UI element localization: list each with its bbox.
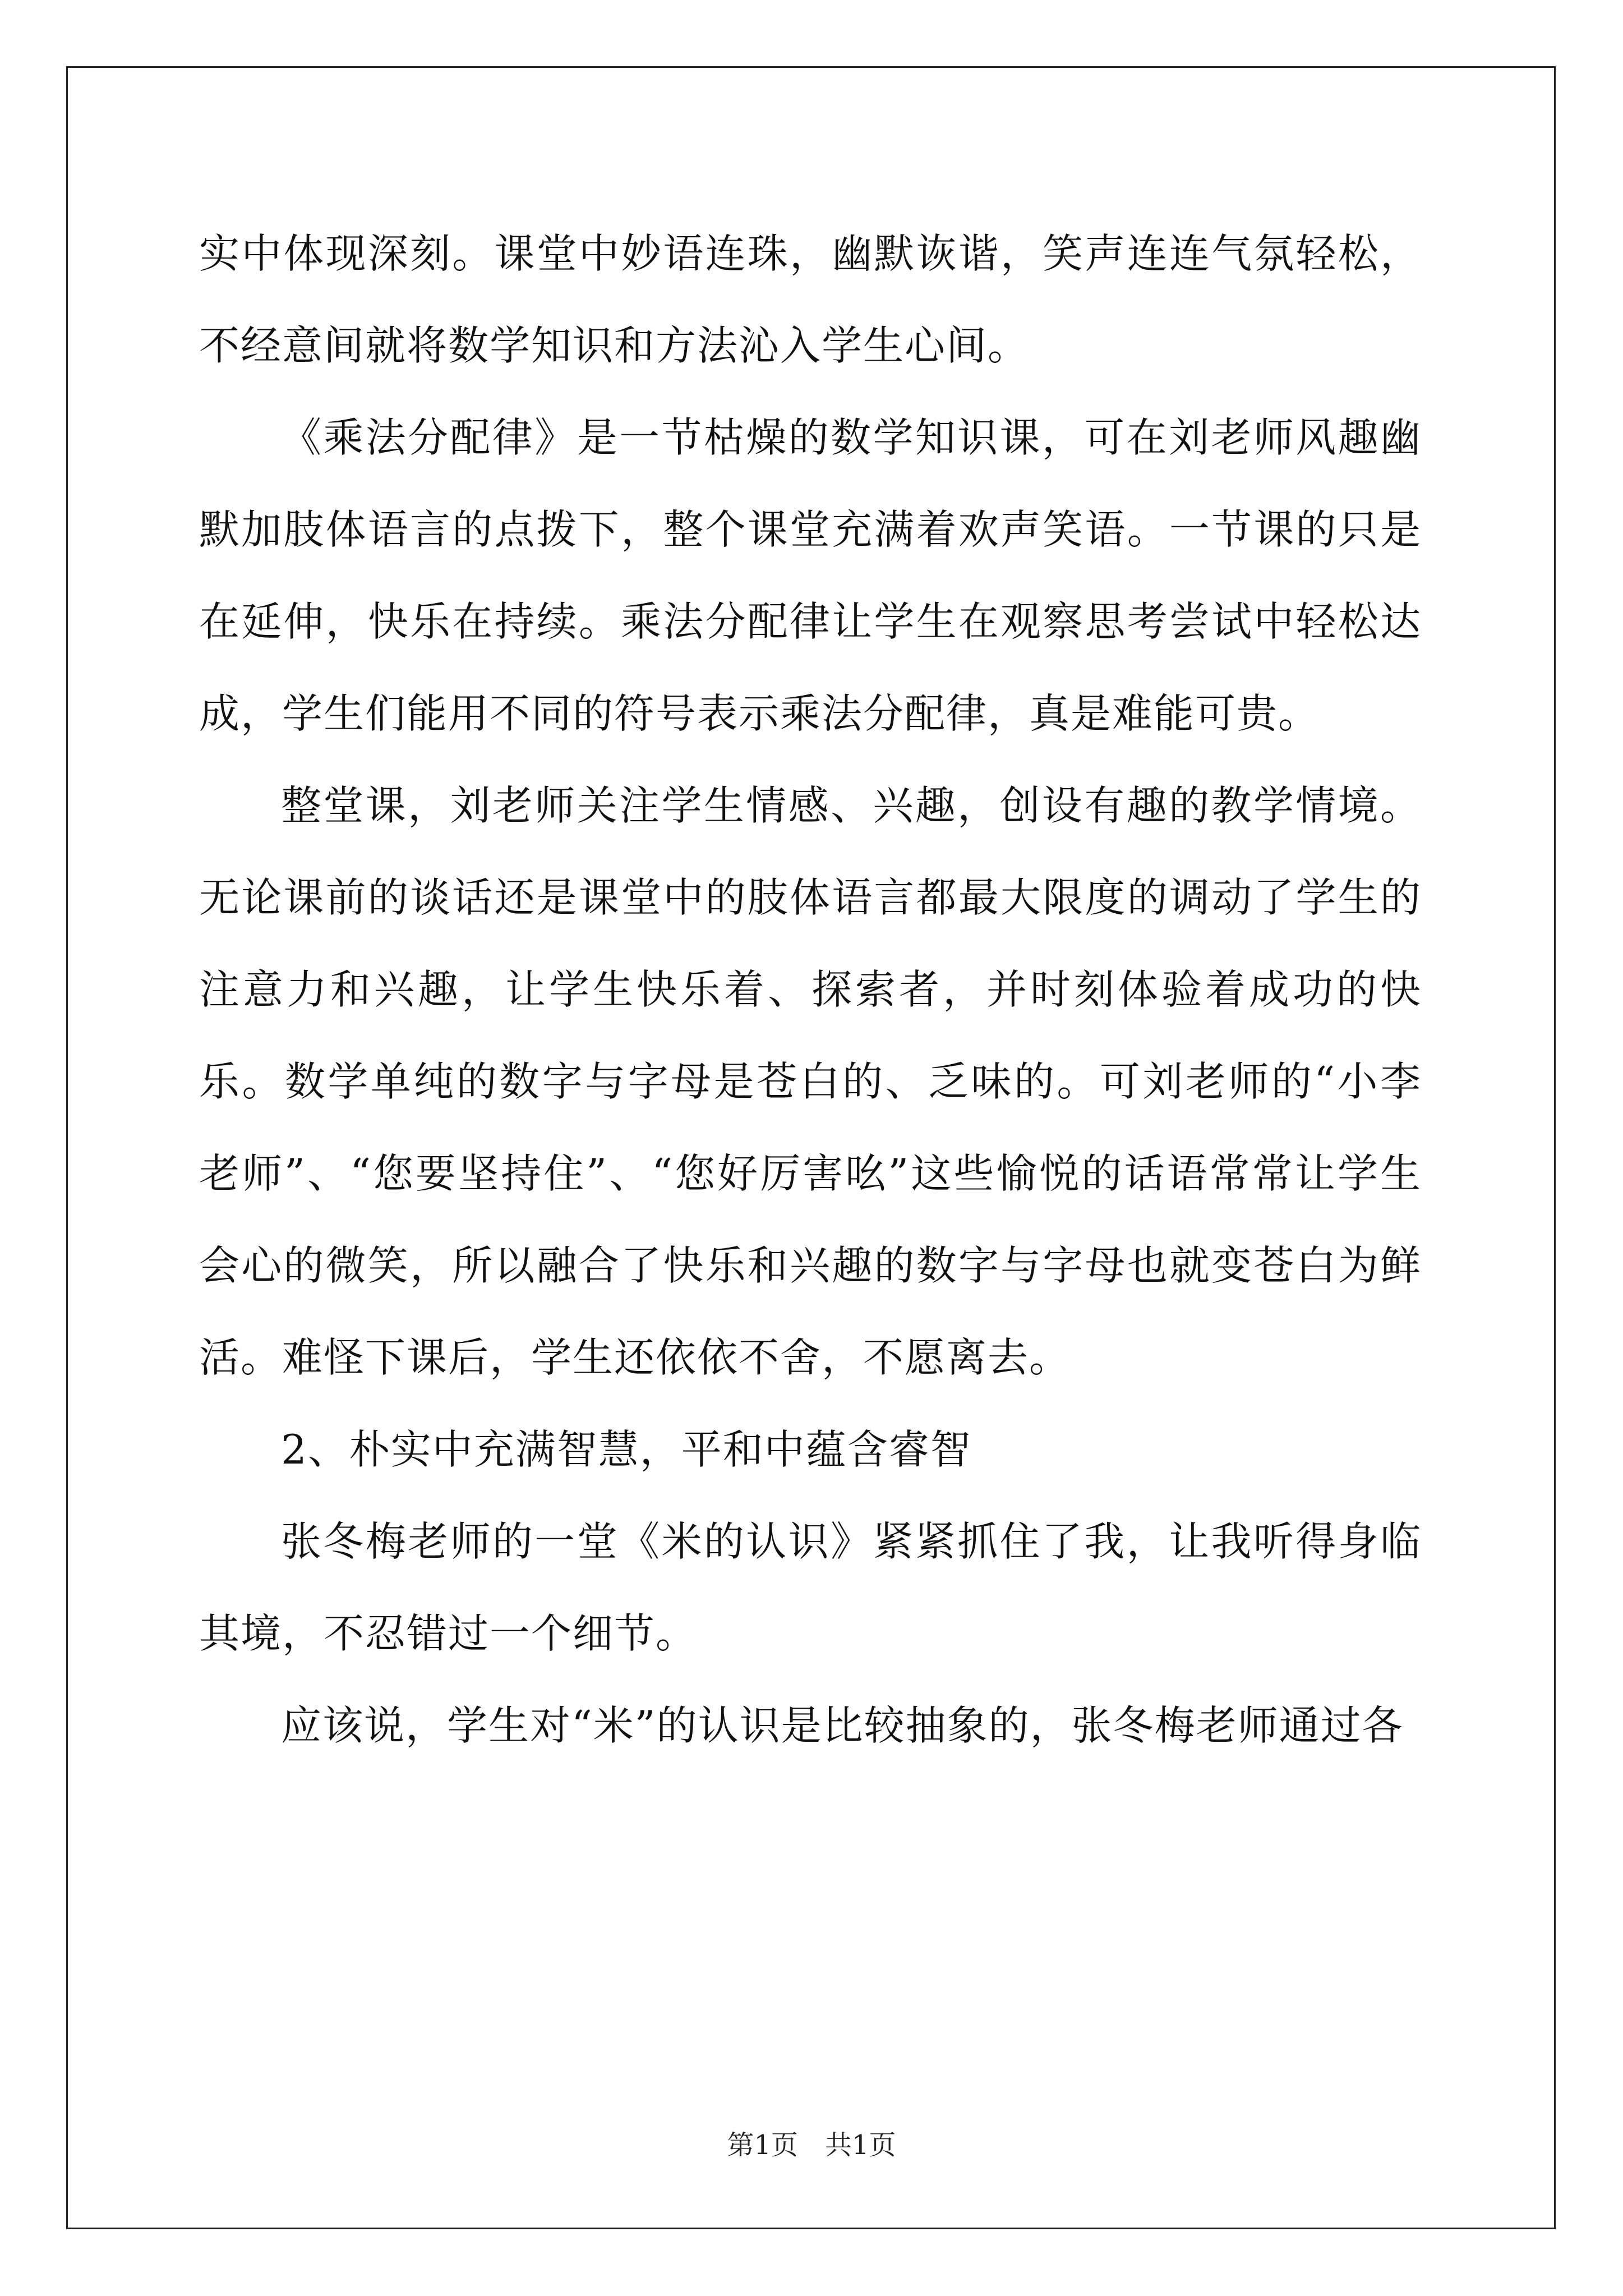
paragraph-5: 应该说，学生对“米”的认识是比较抽象的，张冬梅老师通过各 <box>281 1702 1404 1749</box>
paragraph-4: 张冬梅老师的一堂《米的认识》紧紧抓住了我，让我听得身临其境，不忍错过一个细节。 <box>199 1518 1422 1657</box>
document-body <box>199 208 1422 1772</box>
paragraph-1: 实中体现深刻。课堂中妙语连珠，幽默诙谐，笑声连连气氛轻松，不经意间就将数学知识和方法沁入学生心间。 <box>199 230 1422 369</box>
paragraph-2: 《乘法分配律》是一节枯燥的数学知识课，可在刘老师风趣幽默加肢体语言的点拨下，整个课堂充满着欢声笑语。一节课的只是在延伸，快乐在持续。乘法分配律让学生在观察思考尝试中轻松达成，学生们能用不同的符号表示乘法分配律，真是难能可贵。 <box>199 414 1422 737</box>
paragraph-3: 整堂课，刘老师关注学生情感、兴趣，创设有趣的教学情境。无论课前的谈话还是课堂中的肢体语言都最大限度的调动了学生的注意力和兴趣，让学生快乐着、探索者，并时刻体验着成功的快乐。数学单纯的数字与字母是苍白的、乏味的。可刘老师的“小李老师”、“您要坚持住”、“您好厉害吆”这些愉悦的话语常常让学生会心的微笑，所以融合了快乐和兴趣的数字与字母也就变苍白为鲜活。难怪下课后，学生还依依不舍，不愿离去。 <box>199 782 1422 1381</box>
section-heading: 2、朴实中充满智慧，平和中蕴含睿智 <box>281 1426 972 1473</box>
page-number-footer: 第1页 共1页 <box>727 2129 896 2161</box>
